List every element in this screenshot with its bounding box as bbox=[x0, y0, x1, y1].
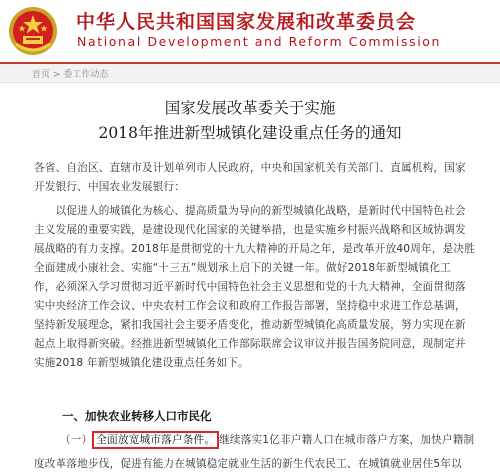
breadcrumb-home-link[interactable]: 首页 bbox=[32, 70, 51, 80]
paragraph-line: 展战略的有力支撑。2018年是贯彻党的十九大精神的开局之年，是改革开放40周年，是决胜 bbox=[34, 243, 476, 255]
notice-title-line1: 国家发展改革委关于实施 bbox=[164, 99, 336, 117]
paragraph-line: 实施2018 年新型城镇化建设重点任务如下。 bbox=[34, 357, 249, 369]
breadcrumb-section-link[interactable]: 委工作动态 bbox=[63, 70, 109, 80]
site-header bbox=[0, 0, 500, 62]
notice-title-line2: 2018年推进新型城镇化建设重点任务的通知 bbox=[98, 124, 402, 142]
paragraph-line: 各省、自治区、直辖市及计划单列市人民政府，中央和国家机关有关部门、直属机构，国家 bbox=[34, 162, 466, 174]
paragraph-line: 坚持新发展理念，紧扣我国社会主要矛盾变化，推动新型城镇化高质量发展，努力实现在新 bbox=[34, 319, 466, 331]
highlighted-phrase: 全面放宽城市落户条件。 bbox=[92, 431, 219, 449]
breadcrumb-bar bbox=[0, 64, 500, 83]
paragraph-line: 主义发展的重要实践，是建设现代化国家的关键举措，也是实施乡村振兴战略和区域协调发 bbox=[34, 224, 466, 236]
section-heading: 一、加快农业转移人口市民化 bbox=[62, 409, 212, 423]
item-number: （一） bbox=[60, 434, 93, 446]
breadcrumb bbox=[32, 67, 108, 80]
paragraph-line: 以促进人的城镇化为核心、提高质量为导向的新型城镇化战略，是新时代中国特色社会 bbox=[34, 205, 466, 217]
paragraph-line: 起点上取得新突破。经推进新型城镇化工作部际联席会议审议并报告国务院同意，现制定并 bbox=[34, 338, 466, 350]
paragraph-line: 作，必须深入学习贯彻习近平新时代中国特色社会主义思想和党的十九大精神，全面贯彻落 bbox=[34, 281, 466, 293]
breadcrumb-separator: > bbox=[52, 70, 61, 80]
item-line bbox=[60, 432, 490, 447]
org-name-cn: 中华人民共和国国家发展和改革委员会 bbox=[76, 11, 417, 33]
paragraph-line: 全面建成小康社会、实施“十三五”规划承上启下的关键一年。做好2018年新型城镇化工 bbox=[34, 262, 451, 274]
national-emblem-icon bbox=[8, 6, 58, 56]
org-name-en: National Development and Reform Commission bbox=[77, 34, 442, 49]
paragraph-line: 开发银行、中国农业发展银行： bbox=[34, 181, 186, 193]
paragraph-line: 实中央经济工作会议、中央农村工作会议和政府工作报告部署，坚持稳中求进工作总基调， bbox=[34, 300, 466, 312]
item-line: 度改革落地步伐，促进有能力在城镇稳定就业生活的新生代农民工、在城镇就业居住5年以 bbox=[34, 458, 462, 470]
item-text: 继续落实1亿非户籍人口在城市落户方案，加快户籍制 bbox=[219, 434, 475, 446]
